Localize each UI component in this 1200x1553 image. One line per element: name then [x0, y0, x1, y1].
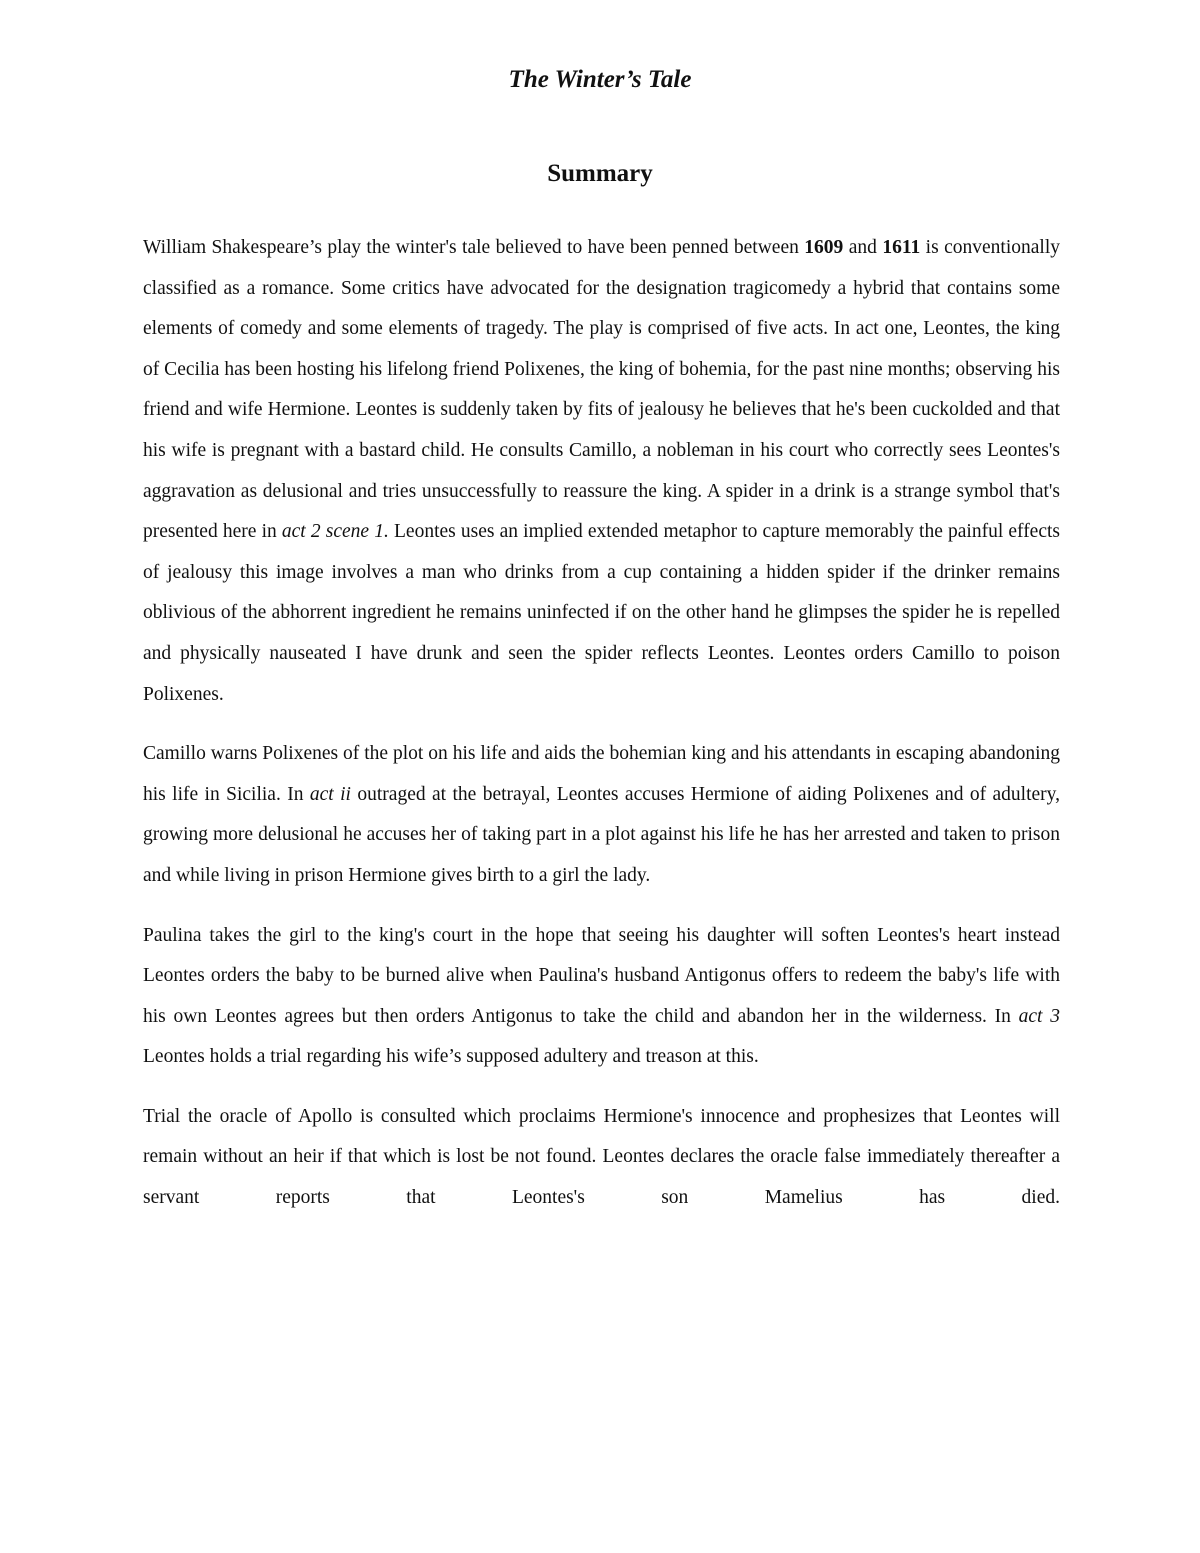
year-1609: 1609 — [804, 237, 844, 258]
paragraph-2 — [143, 734, 1060, 896]
year-1611: 1611 — [882, 237, 921, 258]
act-reference: act 3 — [1018, 1005, 1060, 1027]
document-title: The Winter’s Tale — [508, 66, 692, 93]
paragraph-4-text-a: Trial the oracle of Apollo is consulted which proclaims Hermione's innocence and prophesizes that Leontes will remain without an heir if that which is lost be not found. Leontes declares the oracle false immediately thereafter a servant reports that Leontes's son Mamelius has died. — [143, 1105, 1060, 1209]
section-heading-summary: Summary — [547, 160, 653, 187]
act-reference: act 2 scene 1. — [281, 521, 389, 543]
paragraph-2-text-b: outraged at the betrayal, Leontes accuses Hermione of aiding Polixenes and of adultery, growing more delusional he accuses her of taking part in a plot against his life he has her arrested and taken to prison and while living in prison Hermione gives birth to a girl the lady. — [143, 783, 1060, 886]
document-body — [143, 228, 1060, 1218]
paragraph-3-text-b: Leontes holds a trial regarding his wife’s supposed adultery and treason at this. — [143, 1046, 759, 1068]
paragraph-1-text-d: Leontes uses an implied extended metaphor to capture memorably the painful effects of jealousy this image involves a man who drinks from a cup containing a hidden spider if the drinker remains oblivious of the abhorrent ingredient he remains uninfected if on the other hand he glimpses the spider he is repelled and physically nauseated I have drunk and seen the spider reflects Leontes. Leontes orders Camillo to poison Polixenes. — [143, 521, 1060, 705]
paragraph-1 — [143, 228, 1060, 715]
paragraph-1-text-c: is conventionally classified as a romance. Some critics have advocated for the designation tragicomedy a hybrid that contains some elements of comedy and some elements of tragedy. The play is comprised of five acts. In act one, Leontes, the king of Cecilia has been hosting his lifelong friend Polixenes, the king of bohemia, for the past nine months; observing his friend and wife Hermione. Leontes is suddenly taken by fits of jealousy he believes that he's been cuckolded and that his wife is pregnant with a bastard child. He consults Camillo, a nobleman in his court who correctly sees Leontes's aggravation as delusional and tries unsuccessfully to reassure the king. A spider in a drink is a strange symbol that's presented here in — [143, 237, 1060, 543]
act-reference: act ii — [309, 783, 351, 805]
paragraph-2-text-a: Camillo warns Polixenes of the plot on his life and aids the bohemian king and his attendants in escaping abandoning his life in Sicilia. In — [143, 743, 1060, 805]
paragraph-3-text-a: Paulina takes the girl to the king's court in the hope that seeing his daughter will soften Leontes's heart instead Leontes orders the baby to be burned alive when Paulina's husband Antigonus offers to redeem the baby's life with his own Leontes agrees but then orders Antigonus to take the child and abandon her in the wilderness. In — [143, 924, 1060, 1027]
paragraph-3 — [143, 916, 1060, 1078]
paragraph-1-text-a: William Shakespeare’s play the winter's tale believed to have been penned between — [143, 237, 805, 258]
paragraph-1-text-b: and — [843, 237, 883, 258]
paragraph-4 — [143, 1097, 1060, 1218]
